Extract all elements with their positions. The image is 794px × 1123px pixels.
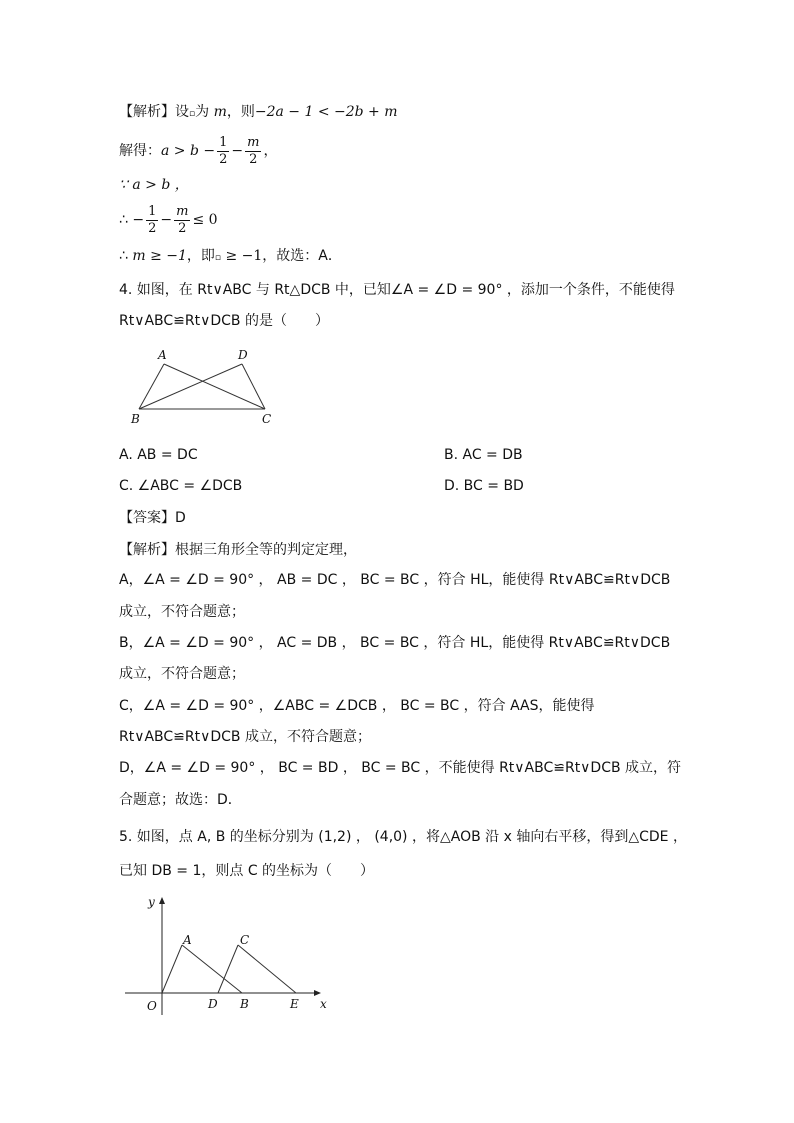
label-y: y — [148, 895, 155, 909]
inequality: m ≥ −1 — [132, 248, 187, 264]
text: ， — [263, 143, 278, 159]
label-x: x — [320, 997, 327, 1011]
text: ∴ — [119, 248, 133, 264]
inequality: −2a − 1 < −2b + m — [254, 104, 398, 120]
q4-stem-line-1: 4. 如图，在 Rt∨ABC 与 Rt△DCB 中，已知∠A = ∠D = 90° ，添加一个条件，不能使得 — [119, 282, 675, 298]
q4-analysis-line-6: C，∠A = ∠D = 90° ，∠ABC = ∠DCB ， BC = BC ，符合 AAS，能使得 — [119, 698, 595, 714]
label-e: E — [290, 997, 299, 1011]
q4-analysis-line-7: Rt∨ABC≌Rt∨DCB 成立，不符合题意； — [119, 729, 371, 745]
analysis-prev-line-1 — [119, 102, 398, 124]
q4-analysis-line-1: 【解析】根据三角形全等的判定定理， — [119, 542, 357, 558]
segment-ac — [164, 364, 265, 409]
option-c: C. ∠ABC = ∠DCB — [119, 478, 243, 494]
label-o: O — [147, 999, 157, 1013]
fraction — [217, 135, 229, 168]
q4-analysis-line-8: D，∠A = ∠D = 90° ， BC = BD ， BC = BC ，不能使得 Rt∨ABC≌Rt∨DCB 成立，符 — [119, 760, 682, 776]
label-c: C — [262, 412, 272, 426]
label-b: B — [240, 997, 249, 1011]
analysis-label: 【解析】设 — [119, 104, 189, 120]
q4-analysis-line-9: 合题意；故选：D． — [119, 792, 242, 808]
segment-dc — [242, 364, 265, 409]
label-c: C — [240, 933, 250, 947]
fraction-num: 1 — [219, 134, 228, 150]
q4-analysis-line-5: 成立，不符合题意； — [119, 666, 245, 682]
option-b: B. AC = DB — [444, 447, 523, 463]
fraction-num: 1 — [148, 203, 157, 219]
q4-stem-line-2: Rt∨ABC≌Rt∨DCB 的是（ ） — [119, 313, 329, 329]
segment-dc — [218, 945, 238, 993]
analysis-prev-line-4 — [119, 203, 218, 237]
text: − — [160, 212, 173, 228]
text: ≤ 0 — [192, 212, 218, 228]
text: ，即 — [186, 248, 215, 264]
q4-analysis-line-3: 成立，不符合题意； — [119, 604, 245, 620]
label-d: D — [208, 997, 218, 1011]
segment-ab — [182, 945, 242, 993]
text: ，则 — [226, 104, 255, 120]
q4-analysis-line-4: B，∠A = ∠D = 90° ， AC = DB ， BC = BC ，符合 HL，能使得 Rt∨ABC≌Rt∨DCB — [119, 635, 671, 651]
label-d: D — [238, 348, 248, 362]
fraction-den: 2 — [178, 220, 187, 236]
q4-analysis-line-2: A，∠A = ∠D = 90° ， AB = DC ， BC = BC ，符合 HL，能使得 Rt∨ABC≌Rt∨DCB — [119, 572, 671, 588]
fraction — [245, 135, 261, 168]
fraction — [146, 204, 158, 237]
placeholder-box: ▫ — [214, 253, 222, 263]
fraction-den: 2 — [219, 151, 228, 167]
label-a: A — [183, 933, 192, 947]
expr: a > b − — [161, 143, 216, 159]
fraction-num: m — [247, 134, 260, 150]
text: ，故选：A． — [262, 248, 342, 264]
text: − — [231, 143, 244, 159]
segment-ce — [238, 945, 296, 993]
segment-db — [139, 364, 242, 409]
fraction — [174, 204, 190, 237]
analysis-prev-line-5 — [119, 246, 342, 268]
placeholder-box: ▫ — [189, 109, 196, 119]
option-a: A. AB = DC — [119, 447, 198, 463]
option-d: D. BC = BD — [444, 478, 524, 494]
q4-figure — [125, 345, 285, 430]
q4-answer: 【答案】D — [119, 510, 186, 526]
fraction-den: 2 — [249, 151, 258, 167]
var-m: m — [213, 104, 227, 120]
segment-oa — [162, 945, 182, 993]
segment-ab — [139, 364, 164, 409]
analysis-prev-line-3: ∵ a > b ， — [119, 177, 189, 193]
label-b: B — [131, 412, 140, 426]
text: 解得： — [119, 143, 161, 159]
q5-figure — [120, 890, 340, 1020]
q5-stem-line-1: 5. 如图，点 A, B 的坐标分别为 (1,2) ， (4,0) ，将△AOB 沿 x 轴向右平移，得到△CDE ， — [119, 829, 687, 845]
fraction-den: 2 — [148, 220, 157, 236]
q5-stem-line-2: 已知 DB = 1，则点 C 的坐标为（ ） — [119, 863, 375, 879]
fraction-num: m — [176, 203, 189, 219]
text: ∴ − — [119, 212, 145, 228]
inequality: ≥ −1 — [221, 248, 263, 264]
analysis-prev-line-2 — [119, 134, 277, 168]
text: 为 — [195, 104, 214, 120]
label-a: A — [158, 348, 167, 362]
